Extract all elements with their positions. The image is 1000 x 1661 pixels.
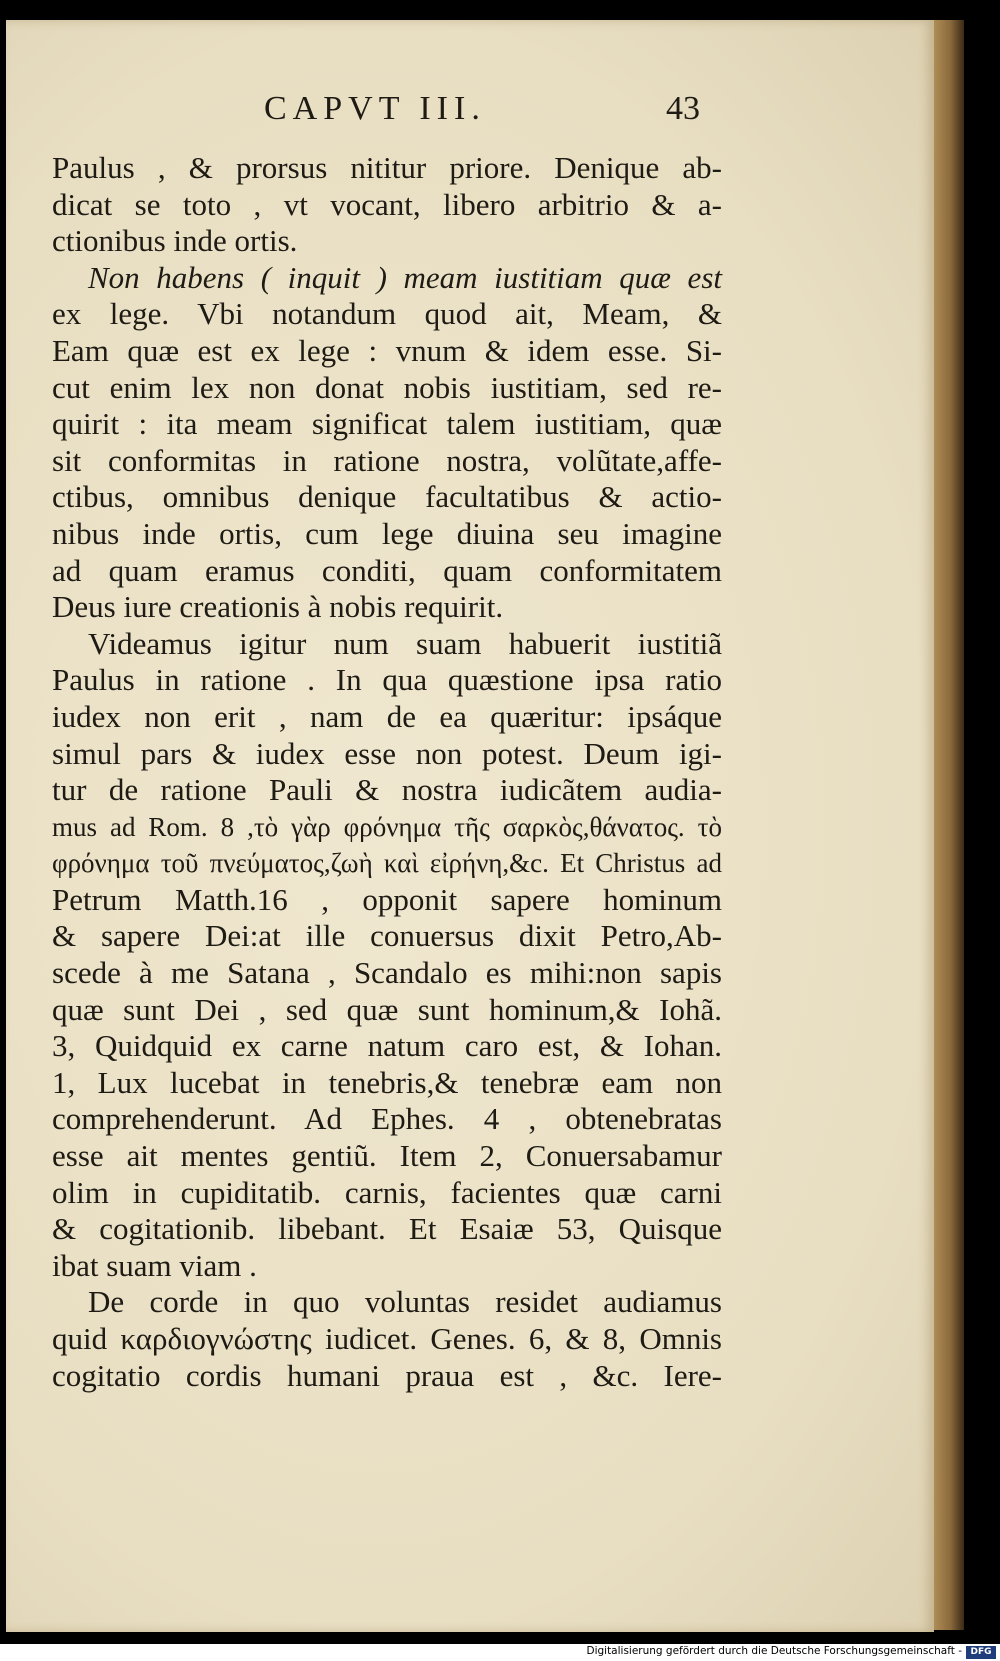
text-line: φρόνημα τοῦ πνεύματος,ζωὴ καὶ εἰρήνη,&c. Et Christus ad <box>52 848 722 879</box>
funding-notice: Digitalisierung gefördert durch die Deutsche Forschungsgemeinschaft - <box>586 1645 962 1657</box>
text-line: Petrum Matth.16 , opponit sapere hominum <box>52 881 722 917</box>
text-line: tur de ratione Pauli & nostra iudicãtem audia- <box>52 772 722 808</box>
text-line: Paulus , & prorsus nititur priore. Denique ab- <box>52 150 722 185</box>
running-head: CAPVT III. <box>264 90 486 127</box>
text-line: De corde in quo voluntas residet audiamus <box>88 1284 722 1320</box>
text-line: cogitatio cordis humani praua est , &c. Iere- <box>52 1357 722 1393</box>
text-line: sit conformitas in ratione nostra, volũtate,affe- <box>52 442 722 478</box>
text-line: 3, Quidquid ex carne natum caro est, & Iohan. <box>52 1028 722 1064</box>
text-line: olim in cupiditatib. carnis, facientes quæ carni <box>52 1174 722 1210</box>
dfg-logo: DFG <box>966 1646 996 1659</box>
text-line: mus ad Rom. 8 ,τὸ γὰρ φρόνημα τῆς σαρκὸς,θάνατος. τὸ <box>52 811 722 842</box>
text-line: Paulus in ratione . In qua quæstione ipsa ratio <box>52 662 722 698</box>
text-line: comprehenderunt. Ad Ephes. 4 , obtenebratas <box>52 1101 722 1137</box>
text-line: ctionibus inde ortis. <box>52 223 298 259</box>
text-line: ad quam eramus conditi, quam conformitatem <box>52 552 722 588</box>
page-edge <box>930 20 964 1630</box>
body-text <box>52 150 722 1394</box>
text-line: iudex non erit , nam de ea quæritur: ipsáque <box>52 698 722 734</box>
text-line: Deus iure creationis à nobis requirit. <box>52 589 504 625</box>
text-line: dicat se toto , vt vocant, libero arbitrio & a- <box>52 186 722 222</box>
text-line: Eam quæ est ex lege : vnum & idem esse. Si- <box>52 332 722 368</box>
page-number: 43 <box>666 90 700 127</box>
text-line: ex lege. Vbi notandum quod ait, Meam, & <box>52 296 722 332</box>
digitization-footer <box>0 1644 1000 1661</box>
text-line: simul pars & iudex esse non potest. Deum igi- <box>52 735 722 771</box>
text-line: scede à me Satana , Scandalo es mihi:non sapis <box>52 955 722 991</box>
text-line: cut enim lex non donat nobis iustitiam, sed re- <box>52 369 722 405</box>
book-page <box>6 20 934 1632</box>
text-line: esse ait mentes gentiũ. Item 2, Conuersabamur <box>52 1138 722 1174</box>
text-line: & cogitationib. libebant. Et Esaiæ 53, Quisque <box>52 1211 722 1247</box>
text-line: 1, Lux lucebat in tenebris,& tenebræ eam non <box>52 1064 722 1100</box>
text-line: quæ sunt Dei , sed quæ sunt hominum,& Iohã. <box>52 991 722 1027</box>
page-header <box>6 90 934 130</box>
text-line: Non habens ( inquit ) meam iustitiam quæ est <box>88 259 722 295</box>
text-line: nibus inde ortis, cum lege diuina seu imagine <box>52 515 722 551</box>
text-line: quirit : ita meam significat talem iustitiam, quæ <box>52 406 722 442</box>
text-line: ibat suam viam . <box>52 1247 257 1283</box>
text-line: ctibus, omnibus denique facultatibus & actio- <box>52 479 722 515</box>
text-line: Videamus igitur num suam habuerit iustitiã <box>88 625 722 661</box>
text-line: & sapere Dei:at ille conuersus dixit Petro,Ab- <box>52 918 722 954</box>
text-line: quid καρδιογνώστης iudicet. Genes. 6, & 8, Omnis <box>52 1321 722 1356</box>
